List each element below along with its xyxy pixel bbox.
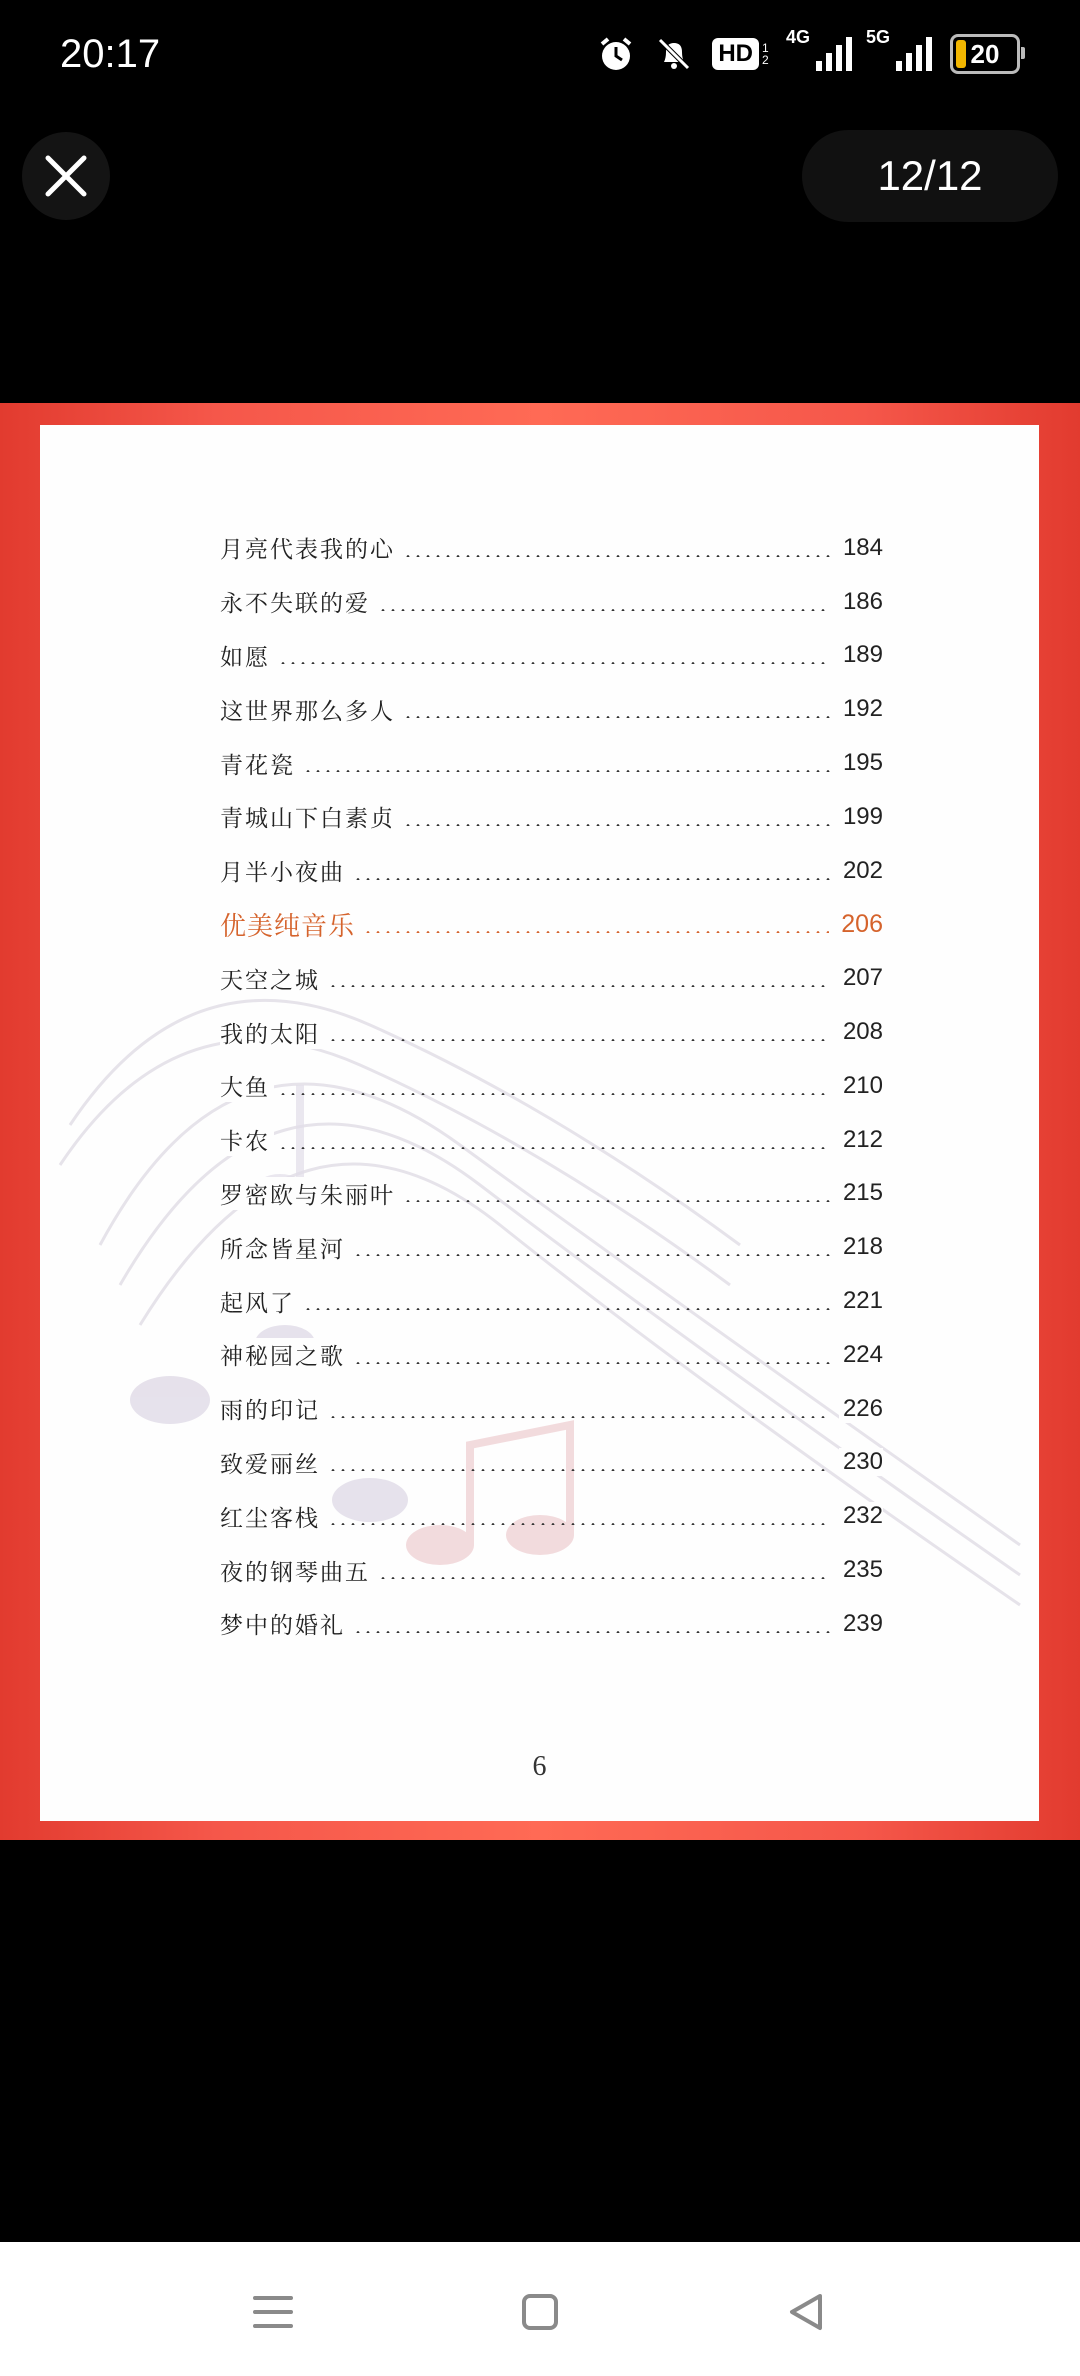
hd-icon: HD 1 2 [712, 38, 772, 70]
toc-item: 夜的钢琴曲五 235 [220, 1543, 883, 1597]
toc-section-heading: 优美纯音乐 206 [220, 898, 883, 952]
toc-item: 永不失联的爱 186 [220, 575, 883, 629]
document-page [40, 425, 1039, 1821]
back-icon [786, 2290, 826, 2334]
toc-item: 红尘客栈 232 [220, 1489, 883, 1543]
back-button[interactable] [766, 2272, 846, 2352]
toc-item: 如愿 189 [220, 629, 883, 683]
page-number: 6 [532, 1751, 547, 1782]
image-counter: 12/12 [802, 130, 1058, 222]
signal-icon [816, 37, 852, 71]
menu-button[interactable] [233, 2272, 313, 2352]
table-of-contents [220, 521, 883, 1651]
navigation-bar [0, 2242, 1080, 2376]
toc-item: 青花瓷 195 [220, 736, 883, 790]
toc-item: 天空之城 207 [220, 951, 883, 1005]
status-time: 20:17 [60, 32, 161, 76]
close-icon [44, 154, 88, 198]
toc-item: 青城山下白素贞 199 [220, 790, 883, 844]
home-icon [520, 2292, 560, 2332]
bell-off-icon [654, 34, 694, 74]
toc-item: 神秘园之歌 224 [220, 1328, 883, 1382]
signal-icon [896, 37, 932, 71]
toc-item: 雨的印记 226 [220, 1382, 883, 1436]
signal-5g: 5G [870, 37, 932, 71]
toc-item: 卡农 212 [220, 1113, 883, 1167]
toc-item: 月亮代表我的心 184 [220, 521, 883, 575]
toc-item: 这世界那么多人 192 [220, 682, 883, 736]
status-icons [596, 27, 1020, 74]
toc-item: 起风了 221 [220, 1274, 883, 1328]
toc-item: 所念皆星河 218 [220, 1220, 883, 1274]
home-button[interactable] [500, 2272, 580, 2352]
toc-item: 月半小夜曲 202 [220, 844, 883, 898]
toc-item: 梦中的婚礼 239 [220, 1597, 883, 1651]
toc-item: 致爱丽丝 230 [220, 1436, 883, 1490]
battery-icon: 20 [950, 34, 1020, 74]
toc-item: 罗密欧与朱丽叶 215 [220, 1167, 883, 1221]
close-button[interactable] [22, 132, 110, 220]
toc-item: 大鱼 210 [220, 1059, 883, 1113]
alarm-icon [596, 34, 636, 74]
menu-icon [251, 2292, 295, 2332]
toc-item: 我的太阳 208 [220, 1005, 883, 1059]
status-bar [0, 0, 1080, 118]
document-image[interactable] [0, 403, 1080, 1840]
signal-4g: 4G [790, 37, 852, 71]
